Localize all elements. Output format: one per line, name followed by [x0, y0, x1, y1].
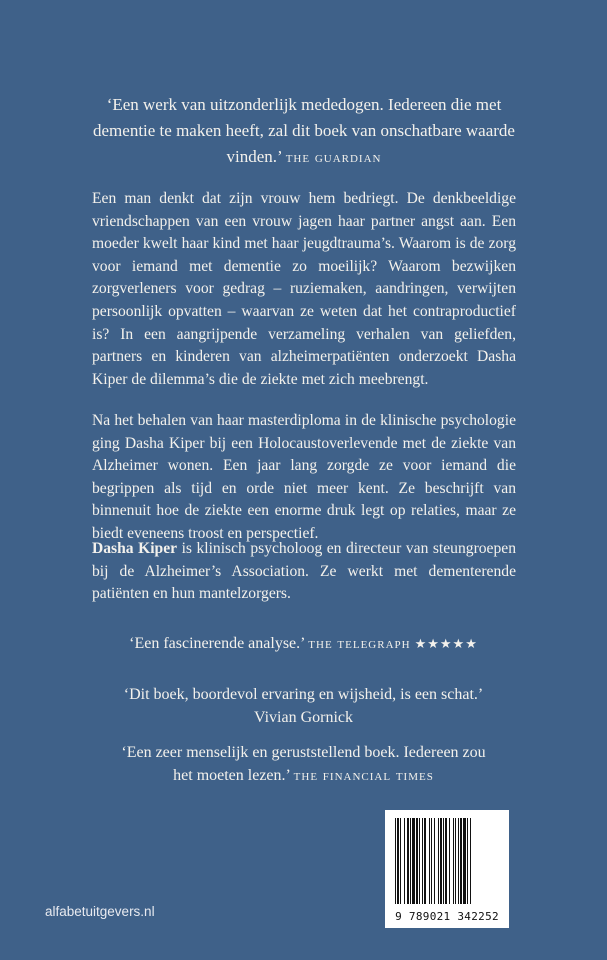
author-name: Dasha Kiper	[92, 540, 178, 557]
review-quote-3-source: the financial times	[293, 767, 434, 784]
rating-stars: ★★★★★	[414, 636, 478, 651]
barcode	[385, 810, 509, 928]
author-bio-text: is klinisch psycholoog en directeur van steungroepen bij de Alzheimer’s Association. Ze werkt met dementerende patiënten en hun mantelzorgers.	[92, 540, 516, 603]
review-quote-2-text: ‘Dit boek, boordevol ervaring en wijsheid, is een schat.’	[123, 686, 484, 703]
publisher-url[interactable]: alfabetuitgevers.nl	[45, 904, 155, 919]
top-review-quote	[88, 92, 520, 171]
top-quote-text: ‘Een werk van uitzonderlijk mededogen. Iedereen die met dementie te maken heeft, zal dit boek van onschatbare waarde vinden.’	[93, 95, 515, 166]
review-quote-1-source: the telegraph	[308, 636, 411, 652]
barcode-bars	[393, 818, 501, 906]
review-quote-1-text: ‘Een fascinerende analyse.’	[129, 635, 309, 652]
description-paragraph-2	[92, 410, 516, 546]
description-paragraph-1	[92, 188, 516, 391]
review-quote-1	[60, 633, 547, 656]
description-text-1: Een man denkt dat zijn vrouw hem bedriegt. De denkbeeldige vriendschappen van een vrouw jagen haar partner angst aan. Een moeder kwelt haar kind met haar jeugdtrauma’s. Waarom is de zorg voor iemand met dementie zo moeilijk? Waarom bezwijken zorgverleners voor gedrag – ruziemaken, aandringen, verwijten persoonlijk opvatten – waarvan ze weten dat het contraproductief is? In een aangrijpende verzameling verhalen van geliefden, partners en kinderen van alzheimerpatiënten onderzoekt Dasha Kiper de dilemma’s die de ziekte met zich meebrengt.	[92, 190, 516, 388]
review-quote-3	[110, 742, 497, 787]
description-text-2: Na het behalen van haar masterdiploma in de klinische psychologie ging Dasha Kiper bij een Holocaustoverlevende met de ziekte van Alzheimer wonen. Een jaar lang zorgde ze voor iemand die begrippen als tijd en orde niet meer kent. Ze beschrijft van binnenuit hoe de ziekte een enorme druk legt op relaties, maar ze biedt eveneens troost en perspectief.	[92, 412, 516, 542]
review-quote-3-text: ‘Een zeer menselijk en geruststellend boek. Iedereen zou het moeten lezen.’	[121, 744, 486, 784]
isbn-number: 9 789021 342252	[395, 910, 499, 923]
review-quote-2-author: Vivian Gornick	[253, 708, 353, 726]
review-quote-2	[60, 684, 547, 729]
top-quote-source: the guardian	[285, 150, 382, 166]
author-bio	[92, 538, 516, 606]
